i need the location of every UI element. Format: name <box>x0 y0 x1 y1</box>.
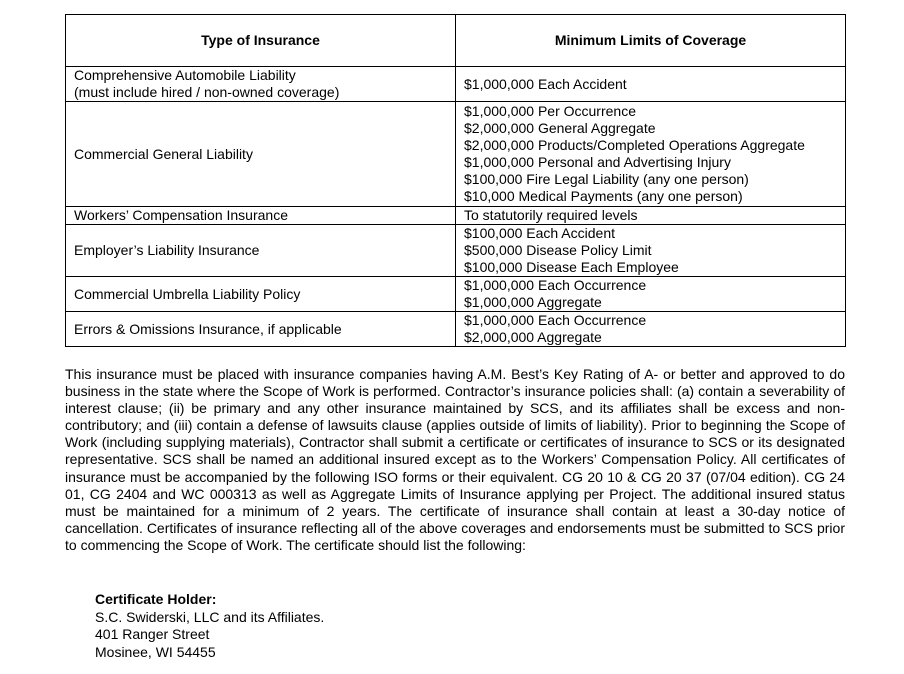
certificate-holder-block <box>95 591 324 661</box>
insurance-type <box>66 207 456 225</box>
coverage-limits <box>456 225 846 277</box>
type-line: Employer’s Liability Insurance <box>74 242 260 258</box>
type-line: (must include hired / non-owned coverage) <box>74 84 340 100</box>
limit-line: $2,000,000 General Aggregate <box>464 120 656 136</box>
type-line: Commercial Umbrella Liability Policy <box>74 285 301 302</box>
coverage-limits <box>456 67 846 102</box>
insurance-type <box>66 67 456 102</box>
insurance-type <box>66 312 456 347</box>
table-header-row <box>66 15 846 67</box>
header-minimum-limits: Minimum Limits of Coverage <box>456 15 846 67</box>
insurance-requirements-paragraph: This insurance must be placed with insurance companies having A.M. Best’s Key Rating of A- or better and approved to do business in the state where the Scope of Work is performed. Contractor’s insurance policies shall: (a) contain a severability of interest clause; (ii) be primary and any other insurance maintained by SCS, and its affiliates shall be excess and non-contributory; and (iii) contain a defense of lawsuits clause (applies outside of limits of liability). Prior to beginning the Scope of Work (including supplying materials), Contractor shall submit a certificate or certificates of insurance to SCS or its designated representative. SCS shall be named an additional insured except as to the Workers’ Compensation Policy. All certificates of insurance must be accompanied by the following ISO forms or their equivalent. CG 20 10 & CG 20 37 (07/04 edition). CG 24 01, CG 2404 and WC 000313 as well as Aggregate Limits of Insurance applying per Project. The additional insured status must be maintained for a minimum of 2 years. The certificate of insurance shall contain at least a 30-day notice of cancellation. Certificates of insurance reflecting all of the above coverages and endorsements must be submitted to SCS prior to commencing the Scope of Work. The certificate should list the following: <box>65 366 845 553</box>
table-row <box>66 207 846 225</box>
holder-street: 401 Ranger Street <box>95 626 210 642</box>
limit-line: $100,000 Each Accident <box>464 225 616 241</box>
coverage-limits <box>456 312 846 347</box>
limit-line: $2,000,000 Aggregate <box>464 329 602 345</box>
limit-line: To statutorily required levels <box>464 207 638 223</box>
holder-name: S.C. Swiderski, LLC and its Affiliates. <box>95 608 325 625</box>
limit-line: $10,000 Medical Payments (any one person) <box>464 188 743 204</box>
limit-line: $1,000,000 Each Occurrence <box>464 312 647 328</box>
type-line: Workers’ Compensation Insurance <box>74 207 288 223</box>
insurance-type <box>66 277 456 312</box>
table-row <box>66 312 846 347</box>
limit-line: $1,000,000 Each Occurrence <box>464 277 647 293</box>
limit-line: $100,000 Disease Each Employee <box>464 259 679 275</box>
coverage-limits <box>456 207 846 225</box>
coverage-limits <box>456 102 846 207</box>
certificate-holder-title: Certificate Holder: <box>95 591 217 607</box>
holder-city: Mosinee, WI 54455 <box>95 643 216 660</box>
coverage-limits <box>456 277 846 312</box>
table-row <box>66 277 846 312</box>
insurance-type <box>66 225 456 277</box>
table-row <box>66 225 846 277</box>
type-line: Errors & Omissions Insurance, if applicable <box>74 320 342 337</box>
type-line: Commercial General Liability <box>74 145 253 162</box>
limit-line: $1,000,000 Per Occurrence <box>464 103 636 119</box>
limit-line: $1,000,000 Each Accident <box>464 75 627 92</box>
table-row <box>66 102 846 207</box>
limit-line: $500,000 Disease Policy Limit <box>464 242 652 258</box>
type-line: Comprehensive Automobile Liability <box>74 67 296 83</box>
limit-line: $1,000,000 Aggregate <box>464 294 602 310</box>
table-row <box>66 67 846 102</box>
insurance-table <box>65 14 846 347</box>
limit-line: $1,000,000 Personal and Advertising Injury <box>464 154 731 170</box>
insurance-type <box>66 102 456 207</box>
limit-line: $2,000,000 Products/Completed Operations Aggregate <box>464 137 805 153</box>
limit-line: $100,000 Fire Legal Liability (any one person) <box>464 171 749 187</box>
header-type-of-insurance: Type of Insurance <box>66 15 456 67</box>
